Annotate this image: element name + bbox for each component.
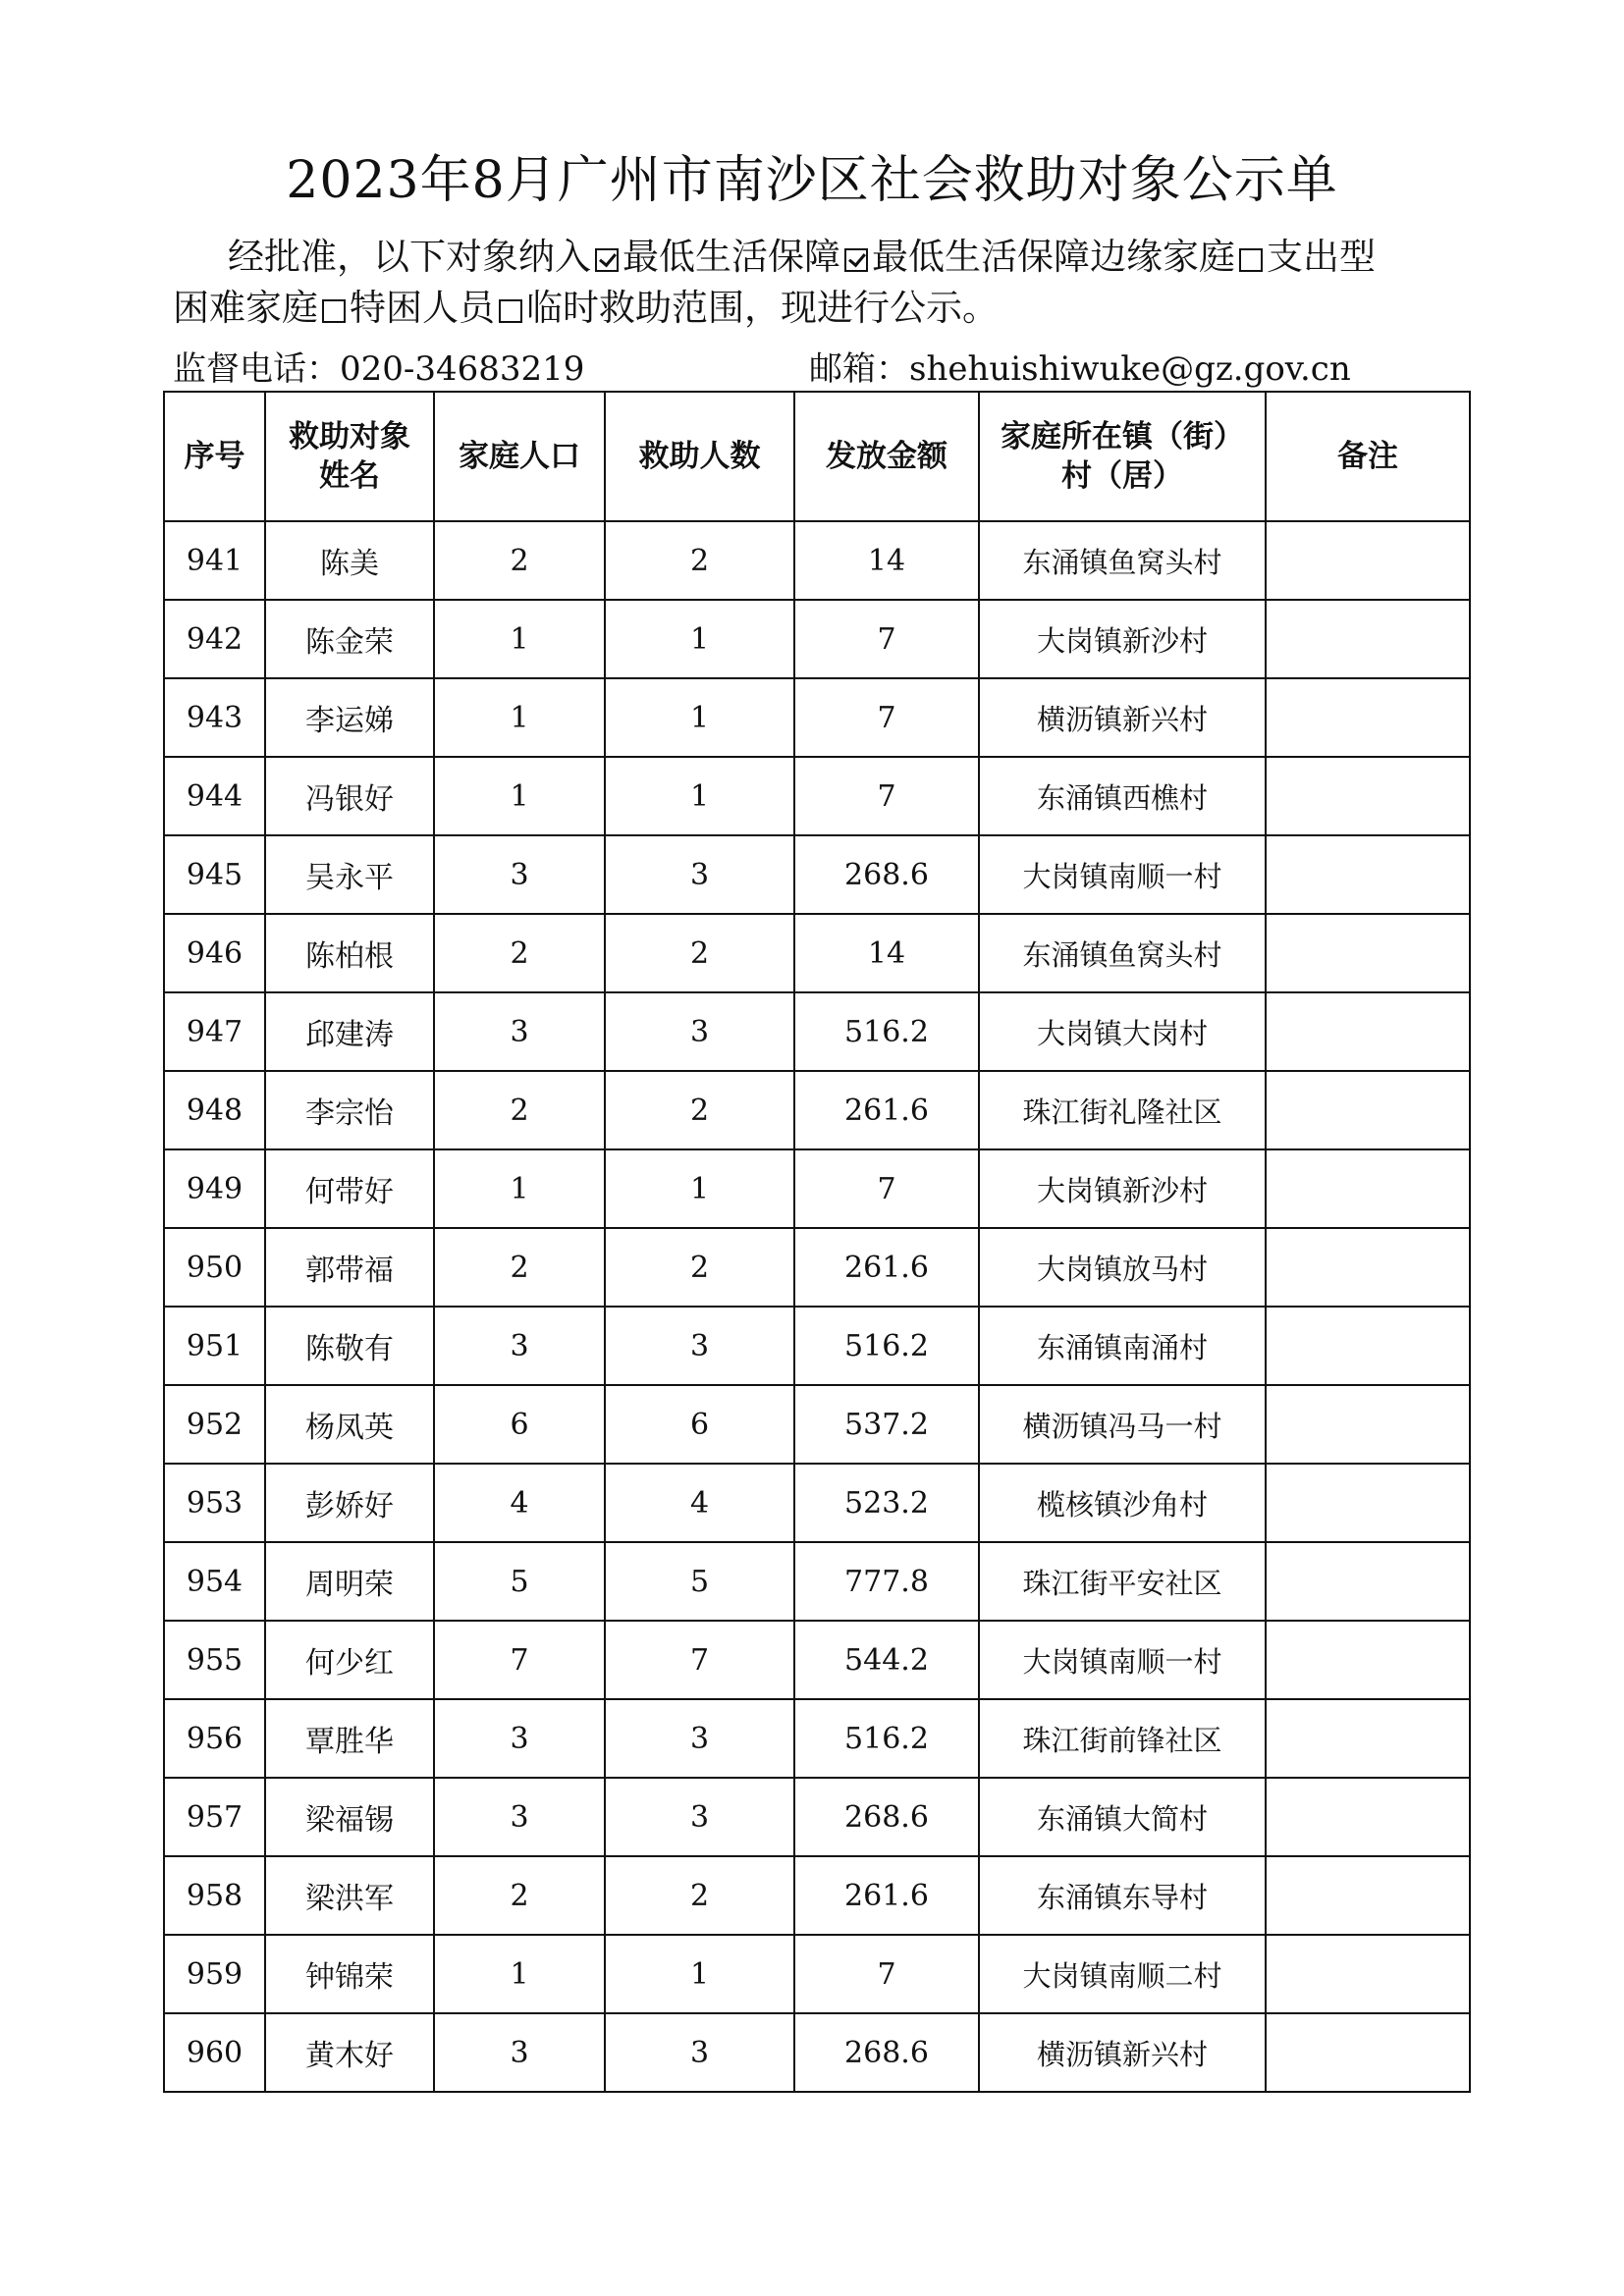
cell-aided: 3 — [605, 2013, 794, 2092]
table-row — [164, 678, 1470, 757]
cell-amount: 14 — [794, 521, 979, 600]
cell-aided: 7 — [605, 1621, 794, 1699]
table-row — [164, 835, 1470, 914]
cell-aided: 3 — [605, 992, 794, 1071]
cell-location: 大岗镇大岗村 — [979, 992, 1266, 1071]
header-text: 救助人数 — [638, 439, 761, 474]
intro-suffix: 范围，现进行公示。 — [672, 287, 999, 329]
cell-no: 943 — [164, 678, 265, 757]
cell-amount: 14 — [794, 914, 979, 992]
cell-family: 5 — [434, 1542, 605, 1621]
cell-note — [1266, 678, 1470, 757]
cell-family: 1 — [434, 1149, 605, 1228]
cell-note — [1266, 1621, 1470, 1699]
cell-amount: 268.6 — [794, 1778, 979, 1856]
cell-note — [1266, 1228, 1470, 1307]
cell-family: 2 — [434, 521, 605, 600]
cell-family: 3 — [434, 835, 605, 914]
option-label: 临时救助 — [526, 287, 672, 329]
table-row — [164, 1385, 1470, 1464]
cell-aided: 1 — [605, 757, 794, 835]
checkbox-checked-icon — [844, 248, 868, 272]
supervision-phone: 监督电话：020-34683219 — [173, 349, 585, 389]
cell-no: 955 — [164, 1621, 265, 1699]
header-cell-family — [434, 392, 605, 521]
option-label: 特困人员 — [350, 287, 495, 329]
cell-amount: 516.2 — [794, 1699, 979, 1778]
cell-family: 4 — [434, 1464, 605, 1542]
cell-name: 杨凤英 — [265, 1385, 434, 1464]
cell-name: 邱建涛 — [265, 992, 434, 1071]
cell-location: 东涌镇东导村 — [979, 1856, 1266, 1935]
cell-family: 3 — [434, 2013, 605, 2092]
cell-note — [1266, 1385, 1470, 1464]
header-cell-amount — [794, 392, 979, 521]
cell-family: 1 — [434, 678, 605, 757]
header-text: 救助对象 — [289, 419, 410, 454]
cell-aided: 4 — [605, 1464, 794, 1542]
cell-family: 3 — [434, 1699, 605, 1778]
checkbox-checked-icon — [595, 248, 619, 272]
cell-no: 946 — [164, 914, 265, 992]
intro-line-1 — [173, 232, 1479, 283]
cell-name: 何少红 — [265, 1621, 434, 1699]
cell-family: 1 — [434, 757, 605, 835]
cell-amount: 544.2 — [794, 1621, 979, 1699]
cell-amount: 7 — [794, 757, 979, 835]
cell-location: 榄核镇沙角村 — [979, 1464, 1266, 1542]
cell-no: 960 — [164, 2013, 265, 2092]
option-label: 困难家庭 — [173, 287, 318, 329]
cell-note — [1266, 521, 1470, 600]
cell-note — [1266, 835, 1470, 914]
cell-location: 横沥镇新兴村 — [979, 2013, 1266, 2092]
cell-location: 东涌镇鱼窝头村 — [979, 521, 1266, 600]
checkbox-empty-icon — [1239, 248, 1263, 272]
table-row — [164, 521, 1470, 600]
cell-note — [1266, 2013, 1470, 2092]
header-cell-note — [1266, 392, 1470, 521]
cell-no: 958 — [164, 1856, 265, 1935]
header-text: 家庭所在镇（街） — [1001, 419, 1244, 454]
cell-aided: 2 — [605, 521, 794, 600]
option-label: 支出型 — [1267, 236, 1376, 278]
cell-name: 覃胜华 — [265, 1699, 434, 1778]
header-cell-no — [164, 392, 265, 521]
cell-note — [1266, 914, 1470, 992]
cell-aided: 3 — [605, 1699, 794, 1778]
cell-no: 956 — [164, 1699, 265, 1778]
table-row — [164, 1071, 1470, 1149]
table-header-row — [164, 392, 1470, 521]
cell-family: 3 — [434, 1778, 605, 1856]
header-text: 村（居） — [1061, 458, 1183, 494]
header-cell-name — [265, 392, 434, 521]
cell-amount: 7 — [794, 600, 979, 678]
cell-note — [1266, 1699, 1470, 1778]
checkbox-empty-icon — [499, 299, 522, 323]
cell-family: 3 — [434, 1307, 605, 1385]
cell-no: 947 — [164, 992, 265, 1071]
cell-location: 珠江街平安社区 — [979, 1542, 1266, 1621]
cell-note — [1266, 1464, 1470, 1542]
header-text: 序号 — [184, 439, 245, 474]
cell-aided: 1 — [605, 600, 794, 678]
table-row — [164, 1307, 1470, 1385]
cell-note — [1266, 600, 1470, 678]
cell-aided: 3 — [605, 835, 794, 914]
cell-name: 黄木好 — [265, 2013, 434, 2092]
cell-note — [1266, 1778, 1470, 1856]
cell-family: 3 — [434, 992, 605, 1071]
cell-name: 何带好 — [265, 1149, 434, 1228]
cell-note — [1266, 1149, 1470, 1228]
cell-location: 东涌镇大简村 — [979, 1778, 1266, 1856]
cell-note — [1266, 1856, 1470, 1935]
cell-no: 957 — [164, 1778, 265, 1856]
cell-aided: 3 — [605, 1307, 794, 1385]
header-cell-aided — [605, 392, 794, 521]
cell-aided: 6 — [605, 1385, 794, 1464]
cell-amount: 261.6 — [794, 1228, 979, 1307]
cell-amount: 268.6 — [794, 835, 979, 914]
cell-name: 陈金荣 — [265, 600, 434, 678]
header-cell-location — [979, 392, 1266, 521]
cell-amount: 7 — [794, 1149, 979, 1228]
cell-location: 东涌镇鱼窝头村 — [979, 914, 1266, 992]
cell-family: 6 — [434, 1385, 605, 1464]
cell-name: 陈柏根 — [265, 914, 434, 992]
table-row — [164, 2013, 1470, 2092]
cell-no: 953 — [164, 1464, 265, 1542]
cell-location: 大岗镇南顺一村 — [979, 1621, 1266, 1699]
cell-location: 珠江街前锋社区 — [979, 1699, 1266, 1778]
cell-name: 郭带福 — [265, 1228, 434, 1307]
cell-amount: 261.6 — [794, 1071, 979, 1149]
cell-aided: 2 — [605, 1856, 794, 1935]
cell-note — [1266, 1935, 1470, 2013]
cell-location: 横沥镇冯马一村 — [979, 1385, 1266, 1464]
cell-note — [1266, 992, 1470, 1071]
cell-amount: 261.6 — [794, 1856, 979, 1935]
header-text: 姓名 — [319, 458, 380, 494]
cell-family: 2 — [434, 1071, 605, 1149]
cell-no: 952 — [164, 1385, 265, 1464]
cell-name: 周明荣 — [265, 1542, 434, 1621]
checkbox-empty-icon — [322, 299, 346, 323]
intro-line-2 — [173, 283, 1479, 334]
cell-aided: 1 — [605, 1149, 794, 1228]
cell-no: 959 — [164, 1935, 265, 2013]
cell-amount: 268.6 — [794, 2013, 979, 2092]
cell-aided: 1 — [605, 1935, 794, 2013]
cell-location: 大岗镇新沙村 — [979, 1149, 1266, 1228]
table-body — [164, 521, 1470, 2092]
cell-location: 大岗镇南顺二村 — [979, 1935, 1266, 2013]
option-label: 最低生活保障 — [623, 236, 840, 278]
cell-no: 951 — [164, 1307, 265, 1385]
cell-no: 941 — [164, 521, 265, 600]
cell-amount: 523.2 — [794, 1464, 979, 1542]
cell-name: 冯银好 — [265, 757, 434, 835]
table-row — [164, 600, 1470, 678]
cell-no: 950 — [164, 1228, 265, 1307]
cell-aided: 2 — [605, 1228, 794, 1307]
cell-location: 大岗镇放马村 — [979, 1228, 1266, 1307]
cell-location: 横沥镇新兴村 — [979, 678, 1266, 757]
cell-location: 珠江街礼隆社区 — [979, 1071, 1266, 1149]
cell-name: 陈敬有 — [265, 1307, 434, 1385]
cell-amount: 777.8 — [794, 1542, 979, 1621]
cell-family: 2 — [434, 1228, 605, 1307]
intro-prefix: 经批准，以下对象纳入 — [228, 236, 591, 278]
cell-aided: 2 — [605, 914, 794, 992]
cell-location: 东涌镇南涌村 — [979, 1307, 1266, 1385]
cell-location: 大岗镇新沙村 — [979, 600, 1266, 678]
table-row — [164, 1149, 1470, 1228]
supervision-info — [173, 346, 1479, 393]
option-label: 最低生活保障边缘家庭 — [872, 236, 1235, 278]
cell-note — [1266, 1542, 1470, 1621]
recipients-table — [163, 391, 1471, 2093]
table-row — [164, 1935, 1470, 2013]
cell-name: 梁福锡 — [265, 1778, 434, 1856]
cell-amount: 7 — [794, 1935, 979, 2013]
table-row — [164, 1228, 1470, 1307]
cell-family: 2 — [434, 1856, 605, 1935]
cell-name: 梁洪军 — [265, 1856, 434, 1935]
cell-note — [1266, 1307, 1470, 1385]
cell-no: 949 — [164, 1149, 265, 1228]
cell-note — [1266, 757, 1470, 835]
cell-no: 942 — [164, 600, 265, 678]
header-text: 备注 — [1337, 439, 1398, 474]
table-row — [164, 914, 1470, 992]
table-row — [164, 1778, 1470, 1856]
cell-family: 2 — [434, 914, 605, 992]
page-title: 2023年8月广州市南沙区社会救助对象公示单 — [286, 151, 1338, 210]
cell-family: 7 — [434, 1621, 605, 1699]
table-row — [164, 1621, 1470, 1699]
intro-paragraph — [173, 232, 1479, 334]
table-row — [164, 757, 1470, 835]
cell-location: 大岗镇南顺一村 — [979, 835, 1266, 914]
cell-name: 李运娣 — [265, 678, 434, 757]
header-text: 家庭人口 — [459, 439, 580, 474]
cell-no: 945 — [164, 835, 265, 914]
cell-name: 彭娇好 — [265, 1464, 434, 1542]
table-row — [164, 992, 1470, 1071]
cell-aided: 1 — [605, 678, 794, 757]
table-row — [164, 1856, 1470, 1935]
cell-family: 1 — [434, 1935, 605, 2013]
table-row — [164, 1464, 1470, 1542]
supervision-email: 邮箱：shehuishiwuke@gz.gov.cn — [809, 349, 1351, 389]
cell-no: 944 — [164, 757, 265, 835]
cell-amount: 537.2 — [794, 1385, 979, 1464]
table-row — [164, 1542, 1470, 1621]
cell-amount: 516.2 — [794, 1307, 979, 1385]
cell-aided: 5 — [605, 1542, 794, 1621]
cell-name: 吴永平 — [265, 835, 434, 914]
cell-amount: 7 — [794, 678, 979, 757]
cell-family: 1 — [434, 600, 605, 678]
cell-no: 948 — [164, 1071, 265, 1149]
table-row — [164, 1699, 1470, 1778]
cell-name: 李宗怡 — [265, 1071, 434, 1149]
cell-amount: 516.2 — [794, 992, 979, 1071]
cell-aided: 3 — [605, 1778, 794, 1856]
cell-aided: 2 — [605, 1071, 794, 1149]
cell-location: 东涌镇西樵村 — [979, 757, 1266, 835]
cell-note — [1266, 1071, 1470, 1149]
header-text: 发放金额 — [826, 439, 947, 474]
cell-no: 954 — [164, 1542, 265, 1621]
cell-name: 陈美 — [265, 521, 434, 600]
cell-name: 钟锦荣 — [265, 1935, 434, 2013]
